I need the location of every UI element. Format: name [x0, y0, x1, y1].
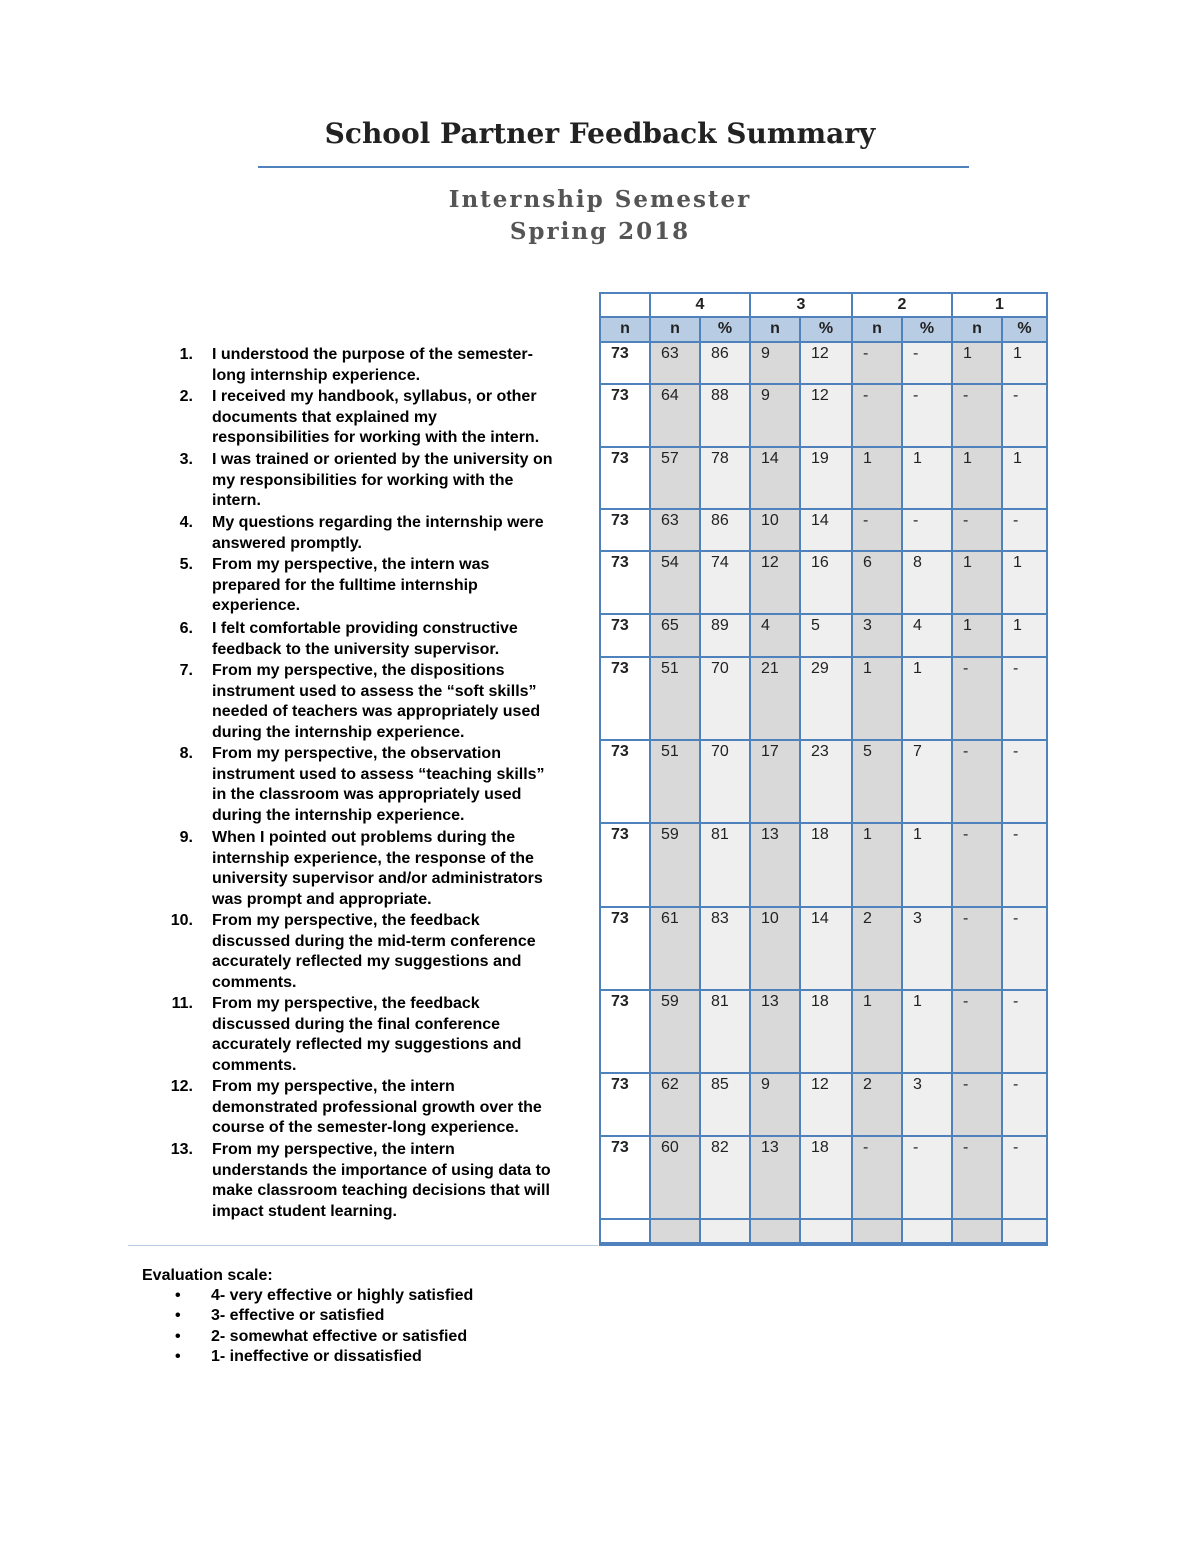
table-cell: 12 — [801, 385, 853, 448]
table-cell: - — [853, 343, 903, 385]
table-cell: 64 — [651, 385, 701, 448]
table-cell: 81 — [701, 824, 751, 908]
table-cell: 12 — [751, 552, 801, 615]
header-subcell: n — [651, 318, 701, 343]
table-empty-cell — [853, 1220, 903, 1244]
table-cell: 21 — [751, 658, 801, 741]
header-group-cell: 2 — [853, 294, 953, 318]
table-cell: - — [903, 385, 953, 448]
table-cell: 86 — [701, 510, 751, 552]
table-cell: 14 — [751, 448, 801, 510]
question-number: 9. — [179, 829, 193, 846]
table-cell: 1 — [853, 991, 903, 1074]
table-cell: 54 — [651, 552, 701, 615]
question-text — [212, 911, 597, 994]
table-cell: 86 — [701, 343, 751, 385]
question-line: course of the semester-long experience. — [212, 1119, 519, 1137]
table-cell: 5 — [801, 615, 853, 658]
table-cell: 1 — [1003, 448, 1046, 510]
table-cell: - — [1003, 824, 1046, 908]
table-cell: 73 — [601, 343, 651, 385]
table-cell: 18 — [801, 991, 853, 1074]
table-cell: 1 — [903, 448, 953, 510]
table-cell: 1 — [953, 343, 1003, 385]
question-text — [212, 450, 597, 512]
table-cell: - — [1003, 1074, 1046, 1137]
table-cell: 74 — [701, 552, 751, 615]
table-cell: 73 — [601, 658, 651, 741]
question-line: in the classroom was appropriately used — [212, 786, 522, 804]
question-line: discussed during the final conference — [212, 1015, 501, 1033]
question-line: instrument used to assess “teaching skills” — [212, 765, 545, 783]
header-subcell: % — [701, 318, 751, 343]
section-divider — [128, 1245, 598, 1246]
question-number: 8. — [179, 745, 193, 762]
table-cell: 12 — [801, 343, 853, 385]
table-cell: - — [1003, 510, 1046, 552]
table-cell: - — [1003, 1137, 1046, 1220]
table-cell: - — [1003, 908, 1046, 991]
header-subcell: n — [751, 318, 801, 343]
question-line: during the internship experience. — [212, 807, 465, 825]
question-line: answered promptly. — [212, 534, 362, 552]
table-cell: 17 — [751, 741, 801, 824]
table-cell: 1 — [853, 824, 903, 908]
table-cell: - — [953, 510, 1003, 552]
table-cell: 9 — [751, 343, 801, 385]
table-cell: 19 — [801, 448, 853, 510]
scale-item-text: 2- somewhat effective or satisfied — [211, 1328, 468, 1345]
header-group-cell: 1 — [953, 294, 1046, 318]
table-cell: 60 — [651, 1137, 701, 1220]
question-text — [212, 1077, 597, 1139]
question-line: From my perspective, the dispositions — [212, 662, 505, 679]
table-cell: 63 — [651, 343, 701, 385]
scale-item-text: 1- ineffective or dissatisfied — [211, 1348, 422, 1365]
table-cell: 13 — [751, 824, 801, 908]
table-cell: 18 — [801, 1137, 853, 1220]
table-cell: - — [903, 510, 953, 552]
table-cell: 73 — [601, 615, 651, 658]
question-line: When I pointed out problems during the — [212, 829, 516, 846]
header-subcell: % — [1003, 318, 1046, 343]
table-cell: 9 — [751, 385, 801, 448]
table-cell: 1 — [903, 991, 953, 1074]
bullet-icon: • — [175, 1348, 181, 1365]
table-cell: 88 — [701, 385, 751, 448]
table-empty-cell — [651, 1220, 701, 1244]
table-cell: - — [953, 385, 1003, 448]
table-cell: 89 — [701, 615, 751, 658]
question-line: My questions regarding the internship were — [212, 514, 544, 531]
table-cell: 73 — [601, 1137, 651, 1220]
table-cell: 10 — [751, 908, 801, 991]
table-cell: 51 — [651, 658, 701, 741]
question-line: understands the importance of using data to — [212, 1161, 551, 1179]
table-cell: 63 — [651, 510, 701, 552]
question-number: 12. — [170, 1078, 193, 1095]
question-text — [212, 828, 597, 911]
table-cell: 83 — [701, 908, 751, 991]
table-cell: 1 — [853, 448, 903, 510]
table-cell: - — [1003, 741, 1046, 824]
table-empty-cell — [801, 1220, 853, 1244]
question-line: make classroom teaching decisions that will — [212, 1182, 550, 1200]
table-cell: - — [903, 343, 953, 385]
question-line: experience. — [212, 597, 301, 615]
table-cell: - — [953, 824, 1003, 908]
table-cell: 70 — [701, 658, 751, 741]
header-subcell: n — [853, 318, 903, 343]
question-line: intern. — [212, 492, 261, 510]
question-text — [212, 661, 597, 744]
header-group-cell — [601, 294, 651, 318]
question-line: I felt comfortable providing constructive — [212, 620, 518, 637]
table-cell: - — [853, 1137, 903, 1220]
table-cell: 13 — [751, 1137, 801, 1220]
scale-item-text: 4- very effective or highly satisfied — [211, 1287, 474, 1304]
table-cell: 73 — [601, 908, 651, 991]
bullet-icon: • — [175, 1307, 181, 1324]
table-cell: 1 — [1003, 615, 1046, 658]
table-cell: 82 — [701, 1137, 751, 1220]
table-cell: 73 — [601, 991, 651, 1074]
question-line: prepared for the fulltime internship — [212, 576, 478, 594]
subtitle-semester: Internship Semester — [448, 186, 752, 213]
question-line: From my perspective, the intern was — [212, 556, 490, 573]
table-cell: 4 — [751, 615, 801, 658]
question-line: impact student learning. — [212, 1203, 397, 1221]
table-cell: 9 — [751, 1074, 801, 1137]
title-divider — [258, 166, 969, 168]
table-cell: 10 — [751, 510, 801, 552]
question-text — [212, 555, 597, 617]
question-text — [212, 387, 597, 449]
table-cell: 73 — [601, 741, 651, 824]
question-number: 1. — [179, 346, 193, 363]
subtitle-term: Spring 2018 — [509, 218, 691, 245]
table-cell: 1 — [1003, 552, 1046, 615]
table-cell: 59 — [651, 991, 701, 1074]
question-text — [212, 1140, 597, 1223]
table-cell: 1 — [953, 615, 1003, 658]
table-cell: 12 — [801, 1074, 853, 1137]
table-cell: 7 — [903, 741, 953, 824]
table-cell: - — [953, 1137, 1003, 1220]
table-cell: - — [903, 1137, 953, 1220]
question-text — [212, 619, 597, 660]
header-group-cell: 4 — [651, 294, 751, 318]
table-cell: 6 — [853, 552, 903, 615]
question-line: From my perspective, the observation — [212, 745, 501, 762]
question-number: 2. — [179, 388, 193, 405]
table-cell: 73 — [601, 448, 651, 510]
table-cell: 3 — [903, 908, 953, 991]
question-line: discussed during the mid-term conference — [212, 932, 536, 950]
table-cell: - — [853, 510, 903, 552]
table-cell: 3 — [903, 1074, 953, 1137]
table-cell: - — [953, 991, 1003, 1074]
question-number: 13. — [170, 1141, 193, 1158]
table-cell: 5 — [853, 741, 903, 824]
table-empty-cell — [751, 1220, 801, 1244]
table-cell: 13 — [751, 991, 801, 1074]
table-cell: 2 — [853, 908, 903, 991]
question-line: comments. — [212, 1057, 297, 1075]
header-subcell: n — [601, 318, 651, 343]
question-line: documents that explained my — [212, 408, 437, 426]
question-text — [212, 513, 597, 554]
table-cell: - — [953, 658, 1003, 741]
table-cell: 4 — [903, 615, 953, 658]
table-cell: 73 — [601, 1074, 651, 1137]
question-line: I was trained or oriented by the university on — [212, 451, 553, 468]
scale-item-text: 3- effective or satisfied — [211, 1307, 385, 1324]
question-number: 3. — [179, 451, 193, 468]
table-cell: 18 — [801, 824, 853, 908]
table-cell: 14 — [801, 908, 853, 991]
table-cell: 23 — [801, 741, 853, 824]
question-line: I understood the purpose of the semester- — [212, 346, 533, 363]
table-cell: 16 — [801, 552, 853, 615]
header-subcell: % — [903, 318, 953, 343]
table-cell: 81 — [701, 991, 751, 1074]
question-number: 6. — [179, 620, 193, 637]
question-line: needed of teachers was appropriately used — [212, 703, 541, 721]
question-text — [212, 345, 597, 386]
table-cell: - — [953, 1074, 1003, 1137]
table-cell: - — [953, 908, 1003, 991]
table-cell: 61 — [651, 908, 701, 991]
table-cell: 1 — [903, 658, 953, 741]
table-cell: - — [1003, 658, 1046, 741]
results-table — [599, 292, 1048, 1246]
question-line: From my perspective, the intern — [212, 1141, 455, 1158]
table-cell: - — [1003, 991, 1046, 1074]
question-line: I received my handbook, syllabus, or other — [212, 388, 537, 405]
table-cell: 1 — [1003, 343, 1046, 385]
question-line: comments. — [212, 974, 297, 992]
question-line: From my perspective, the feedback — [212, 995, 480, 1012]
question-line: demonstrated professional growth over the — [212, 1098, 542, 1116]
question-line: during the internship experience. — [212, 724, 465, 742]
evaluation-scale-title: Evaluation scale: — [142, 1267, 273, 1284]
question-line: university supervisor and/or administrators — [212, 870, 543, 888]
question-line: instrument used to assess the “soft skills” — [212, 682, 537, 700]
table-cell: 73 — [601, 824, 651, 908]
table-cell: 1 — [903, 824, 953, 908]
table-cell: 78 — [701, 448, 751, 510]
table-cell: - — [953, 741, 1003, 824]
table-cell: - — [1003, 385, 1046, 448]
table-cell: - — [853, 385, 903, 448]
table-cell: 51 — [651, 741, 701, 824]
table-cell: 2 — [853, 1074, 903, 1137]
header-group-cell: 3 — [751, 294, 853, 318]
question-line: my responsibilities for working with the — [212, 471, 514, 489]
question-line: responsibilities for working with the intern. — [212, 429, 540, 447]
table-empty-cell — [1003, 1220, 1046, 1244]
question-number: 10. — [170, 912, 193, 929]
table-cell: 14 — [801, 510, 853, 552]
table-cell: 85 — [701, 1074, 751, 1137]
table-cell: 62 — [651, 1074, 701, 1137]
question-number: 4. — [179, 514, 193, 531]
question-text — [212, 994, 597, 1077]
question-line: internship experience, the response of the — [212, 849, 534, 867]
page-title: School Partner Feedback Summary — [324, 117, 876, 150]
question-line: From my perspective, the intern — [212, 1078, 455, 1095]
table-cell: 1 — [953, 552, 1003, 615]
bullet-icon: • — [175, 1328, 181, 1345]
question-number: 7. — [179, 662, 193, 679]
question-number: 5. — [179, 556, 193, 573]
table-cell: 1 — [953, 448, 1003, 510]
question-line: long internship experience. — [212, 366, 421, 384]
question-line: accurately reflected my suggestions and — [212, 1036, 522, 1054]
table-empty-cell — [903, 1220, 953, 1244]
table-cell: 8 — [903, 552, 953, 615]
table-cell: 1 — [853, 658, 903, 741]
table-empty-cell — [601, 1220, 651, 1244]
table-cell: 73 — [601, 385, 651, 448]
table-cell: 57 — [651, 448, 701, 510]
header-subcell: % — [801, 318, 853, 343]
table-cell: 3 — [853, 615, 903, 658]
question-line: feedback to the university supervisor. — [212, 640, 500, 658]
table-cell: 29 — [801, 658, 853, 741]
table-cell: 73 — [601, 552, 651, 615]
table-empty-cell — [701, 1220, 751, 1244]
question-line: was prompt and appropriate. — [212, 891, 432, 909]
table-cell: 65 — [651, 615, 701, 658]
bullet-icon: • — [175, 1287, 181, 1304]
header-subcell: n — [953, 318, 1003, 343]
question-text — [212, 744, 597, 827]
question-line: accurately reflected my suggestions and — [212, 953, 522, 971]
table-cell: 59 — [651, 824, 701, 908]
table-cell: 73 — [601, 510, 651, 552]
question-line: From my perspective, the feedback — [212, 912, 480, 929]
table-cell: 70 — [701, 741, 751, 824]
question-number: 11. — [171, 995, 193, 1012]
table-empty-cell — [953, 1220, 1003, 1244]
